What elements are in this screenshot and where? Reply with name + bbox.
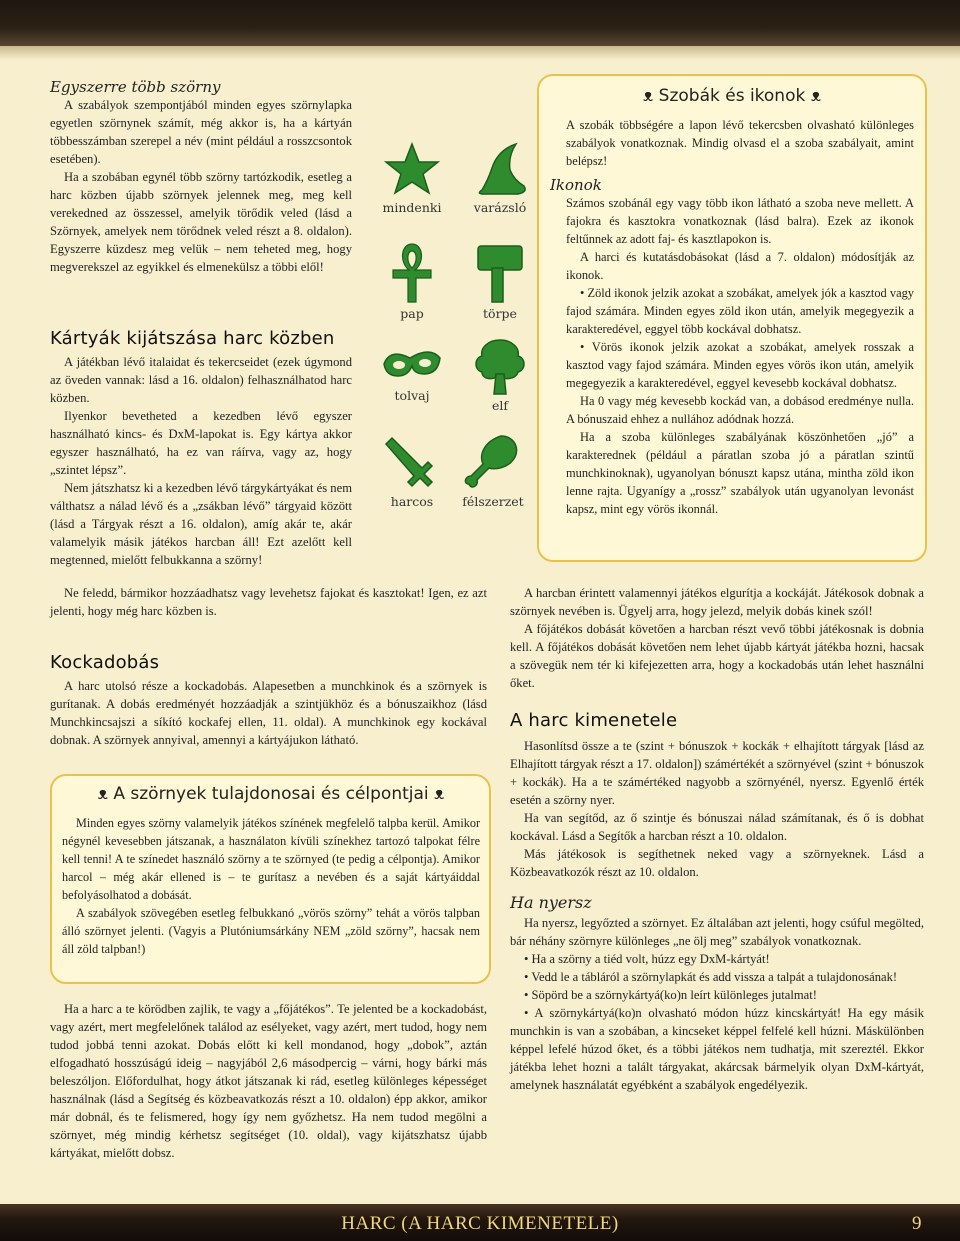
icon-cell-tolvaj bbox=[377, 338, 447, 403]
tree-icon bbox=[470, 336, 530, 398]
paragraph: • Vörös ikonok jelzik azokat a szobákat, amelyek rosszak a kasztod vagy fajod számára. Minden egyes vörös ikon után, amelyik megegyezik a karakteredével, eggyel kevesebb kockával dobhatsz. bbox=[566, 340, 914, 390]
heading-icons: Ikonok bbox=[550, 176, 602, 194]
ornament-icon: ᴥ bbox=[805, 86, 822, 106]
heading-dice-roll: Kockadobás bbox=[50, 652, 160, 673]
paragraph: A harc utolsó része a kockadobás. Alapesetben a munchkinok és a szörnyek is gurítanak. A dobás eredményét hozzáadják a szintjükhöz és a bónuszaikhoz (lásd Munchkincsajszi a síkító kockafej ellen, 11. oldal). A munchkinok egy kockával dobnak. A szörnyek annyival, amennyi a kártyájukon látható. bbox=[50, 679, 487, 747]
paragraph: Ha a szobában egynél több szörny tartózkodik, esetleg a harc közben újabb szörnyek jelennek meg, meg kell verekedned az összessel, amelyik törődik veled (lásd a Szörnyek, amelyek nem törődnek veled részt a 8. oldalon). Egyszerre küzdesz meg velük – nem teheted meg, hogy megverekszel az egyikkel és elmenekülsz a többi elől! bbox=[50, 170, 352, 274]
bullet-item: • Ha a szörny a tiéd volt, húzz egy DxM-kártyát! bbox=[524, 952, 770, 966]
icon-label: elf bbox=[491, 398, 509, 413]
rooms-box-body bbox=[550, 116, 914, 170]
paragraph: Nem játszhatsz ki a kezedben lévő tárgykártyákat és nem válthatsz a nálad lévő és a „zsákban lévő” tárgyaid között (lásd a Tárgyak részt a 16. oldalon), amíg akár te, akár valamelyik másik játékos harcban áll! Ezt azelőtt kell megtenned, mielőtt felbukkanna a szörny! bbox=[50, 481, 352, 567]
paragraph: Minden egyes szörny valamelyik játékos színének megfelelő talpba kerül. Amikor négynél kevesebben játszanak, a használaton kívüli színekhez tartozó talpokat félre kell tenni! A te színedet használó szörny a te szörnyed (te pedig a célpontja). Amikor harcol – még akár ellened is – te gurítasz a nevében és a saját kártyáiddal befolyásolhatod a dobását. bbox=[62, 816, 480, 902]
heading-playing-cards: Kártyák kijátszása harc közben bbox=[50, 328, 335, 349]
paragraph: Ha a szoba különleges szabályának köszönhetően „jó” a karakterednek (például a páratlan szoba jó a páratlan szintű munchkinoknak), ugyanolyan bónuszt kapsz utána, mintha zöld ikon lenne rajta. Ugyanígy a „rossz” szabályok után ugyanolyan levonást kapsz, mint egy vörös ikonnál. bbox=[566, 430, 914, 516]
wizard-hat-icon bbox=[470, 140, 530, 200]
paragraph: Ne feledd, bármikor hozzáadhatsz vagy levehetsz fajokat és kasztokat! Igen, ez azt jelenti, hogy még harc közben is. bbox=[50, 586, 487, 618]
top-banner bbox=[0, 0, 960, 46]
hammer-icon bbox=[470, 240, 530, 306]
dice-section bbox=[50, 652, 487, 749]
sword-icon bbox=[382, 430, 442, 494]
monster-box-title-text: A szörnyek tulajdonosai és célpontjai bbox=[113, 784, 429, 804]
paragraph: Ha van segítőd, az ő szintje és bónuszai nálad számítanak, és ő is dobhat kockával. Lásd a Segítők a harcban részt a 10. oldalon. bbox=[510, 811, 924, 843]
icon-cell-torpe bbox=[465, 240, 535, 321]
page-number: 9 bbox=[912, 1213, 922, 1234]
paragraph: • Zöld ikonok jelzik azokat a szobákat, amelyek jók a kasztod vagy fajod számára. Minden egyes zöld ikon után, amelyik megegyezik a karakteredével, eggyel több kockával dobhatsz. bbox=[566, 286, 914, 336]
ornament-icon: ᴥ bbox=[642, 86, 659, 106]
icon-cell-varazslo bbox=[465, 140, 535, 215]
ornament-icon: ᴥ bbox=[97, 784, 114, 804]
left-wide-note bbox=[50, 584, 487, 620]
paragraph: Ilyenkor bevetheted a kezedben lévő egyszer használható kincs- és DxM-lapokat is. Egy kártya akkor egyszer használható, ha ez van ráírva, vagy az, hogy „szintet lépsz”. bbox=[50, 409, 352, 477]
star-icon bbox=[384, 140, 440, 200]
paragraph: Ha nyersz, legyőzted a szörnyet. Ez általában azt jelenti, hogy csúful megölted, bár néhány szörnyre különleges „ne ölj meg” szabályok vonatkoznak. bbox=[510, 916, 924, 948]
paragraph: A harcban érintett valamennyi játékos elgurítja a kockáját. Játékosok dobnak a szörnyek nevében is. Ügyelj arra, hogy jelezd, melyik dobás kinek szól! bbox=[510, 586, 924, 618]
paragraph: A szabályok szövegében esetleg felbukkanó „vörös szörny” tehát a vörös talpban álló szörnyet jelenti. (Vagyis a Plutóniumsárkány NEM „zöld szörny”, hacsak nem áll zöld talpban!) bbox=[62, 906, 480, 956]
paragraph: Más játékosok is segíthetnek neked vagy a szörnyeknek. Lásd a Közbeavatkozók részt az 10. oldalon. bbox=[510, 847, 924, 879]
left-mid-column bbox=[50, 328, 352, 569]
icon-cell-pap bbox=[377, 240, 447, 321]
mask-icon bbox=[380, 338, 444, 388]
paragraph: A játékban lévő italaidat és tekercseidet (ezek úgymond az öveden vannak: lásd a 16. oldalon) felhasználhatod harc közben. bbox=[50, 355, 352, 405]
paragraph: Hasonlítsd össze a te (szint + bónuszok + kockák + elhajított tárgyak [lásd az Elhajított tárgyak részt a 17. oldalon]) számértékét a szörnyével (szint + bónuszok + kockák). Ha a te számértéked nagyobb a szörnyénél, nyersz. Egyenlő érték esetén a szörny nyer. bbox=[510, 739, 924, 807]
heading-multiple-monsters: Egyszerre több szörny bbox=[50, 78, 221, 96]
rooms-box-title bbox=[550, 86, 914, 106]
main-player-section bbox=[50, 1000, 487, 1162]
icon-cell-harcos bbox=[377, 430, 447, 509]
rooms-box-title-text: Szobák és ikonok bbox=[658, 86, 806, 106]
icon-cell-mindenki bbox=[377, 140, 447, 215]
heading-if-you-win: Ha nyersz bbox=[510, 893, 592, 912]
monster-owners-content bbox=[62, 784, 480, 958]
paragraph: Ha a harc a te körödben zajlik, te vagy a „főjátékos”. Te jelented be a kockadobást, vagy azért, mert megfelelőnek találod az esélyeket, vagy azért, mert tudod, hogy nem tudod jobbá tenni azokat. Dobás előtt ki kell mondanod, hogy „dobok”, aztán elfogadható hosszúságú ideig – nagyjából 2,6 másodpercig – várni, hogy bárki más beleszóljon. Előfordulhat, hogy átkot játszanak ki rád, esetleg különleges képességet használnak (lásd a Segítség és közbeavatkozás részt a 10. oldalon) épp akkor, amikor már dobnál, és te felismered, hogy így nem győzhetsz. Ha nem tudod megölni a szörnyet, még mindig kérhetsz segítséget (10. oldal), vagy kijátszhatsz újabb kártyákat, mielőtt dobsz. bbox=[50, 1002, 487, 1160]
rooms-box-body bbox=[550, 194, 914, 518]
bullet-item: • Vedd le a tábláról a szörnylapkát és add vissza a talpát a tulajdonosának! bbox=[524, 970, 898, 984]
bullet-item: • A szörnykártyá(ko)n olvasható módon húzz kincskártyát! Ha egy másik munchkin is van a szobában, a kincseket képpel felfelé kell húzni. Máskülönben képpel lefelé húzod őket, és a többi játékos nem tudhatja, mit szereztél. Ekkor játékba lehet hozni a talált tárgyakat, akárcsak bármelyik olyan DxM-kártyát, amelynek használatát egyébként a szabályok engedélyezik. bbox=[510, 1006, 924, 1092]
top-banner-fade bbox=[0, 46, 960, 60]
paragraph: Számos szobánál egy vagy több ikon látható a szoba neve mellett. A fajokra és kasztokra vonatkoznak (lásd balra). Ezek az ikonok feltűnnek az adott faj- és kasztlapokon is. bbox=[566, 196, 914, 246]
ankh-icon bbox=[387, 240, 437, 306]
icon-cell-elf bbox=[465, 336, 535, 413]
drumstick-icon bbox=[461, 430, 525, 494]
icon-label: harcos bbox=[390, 494, 434, 509]
paragraph: A főjátékos dobását követően a harcban részt vevő többi játékosnak is dobnia kell. A főjátékos dobását követően nem lehet újabb kártyát játékba hozni, hacsak a szövegük nem tér ki kifejezetten arra, hogy a kockadobás után lehet használni őket. bbox=[510, 622, 924, 690]
ornament-icon: ᴥ bbox=[428, 784, 445, 804]
paragraph: A szabályok szempontjából minden egyes szörnylapka egyetlen szörnynek számít, még akkor is, ha a kártyán többesszámban szerepel a név (mint például a rosszcsontok esetében). bbox=[50, 98, 352, 166]
rooms-icons-content bbox=[550, 86, 914, 518]
paragraph: A harci és kutatásdobásokat (lásd a 7. oldalon) módosítják az ikonok. bbox=[566, 250, 914, 282]
footer-title: HARC (A HARC KIMENETELE) bbox=[341, 1213, 619, 1234]
icon-label: törpe bbox=[483, 306, 517, 321]
right-column bbox=[510, 584, 924, 1094]
icon-label: tolvaj bbox=[394, 388, 430, 403]
icon-label: varázsló bbox=[473, 200, 527, 215]
paragraph: Ha 0 vagy még kevesebb kockád van, a dobásod eredménye nulla. A bónuszaid ehhez a nullához adódnak hozzá. bbox=[566, 394, 914, 426]
icon-label: mindenki bbox=[382, 200, 442, 215]
paragraph: A szobák többségére a lapon lévő tekercsben olvasható különleges szabályok vonatkoznak. Mindig olvasd el a szoba szabályait, amint belépsz! bbox=[566, 118, 914, 168]
icon-label: félszerzet bbox=[462, 494, 524, 509]
monster-box-title bbox=[62, 784, 480, 804]
icon-label: pap bbox=[400, 306, 424, 321]
icon-cell-felszerzet bbox=[458, 430, 528, 509]
left-top-column bbox=[50, 78, 352, 276]
bullet-item: • Söpörd be a szörnykártyá(ko)n leírt különleges jutalmat! bbox=[524, 988, 817, 1002]
heading-combat-outcome: A harc kimenetele bbox=[510, 710, 678, 731]
